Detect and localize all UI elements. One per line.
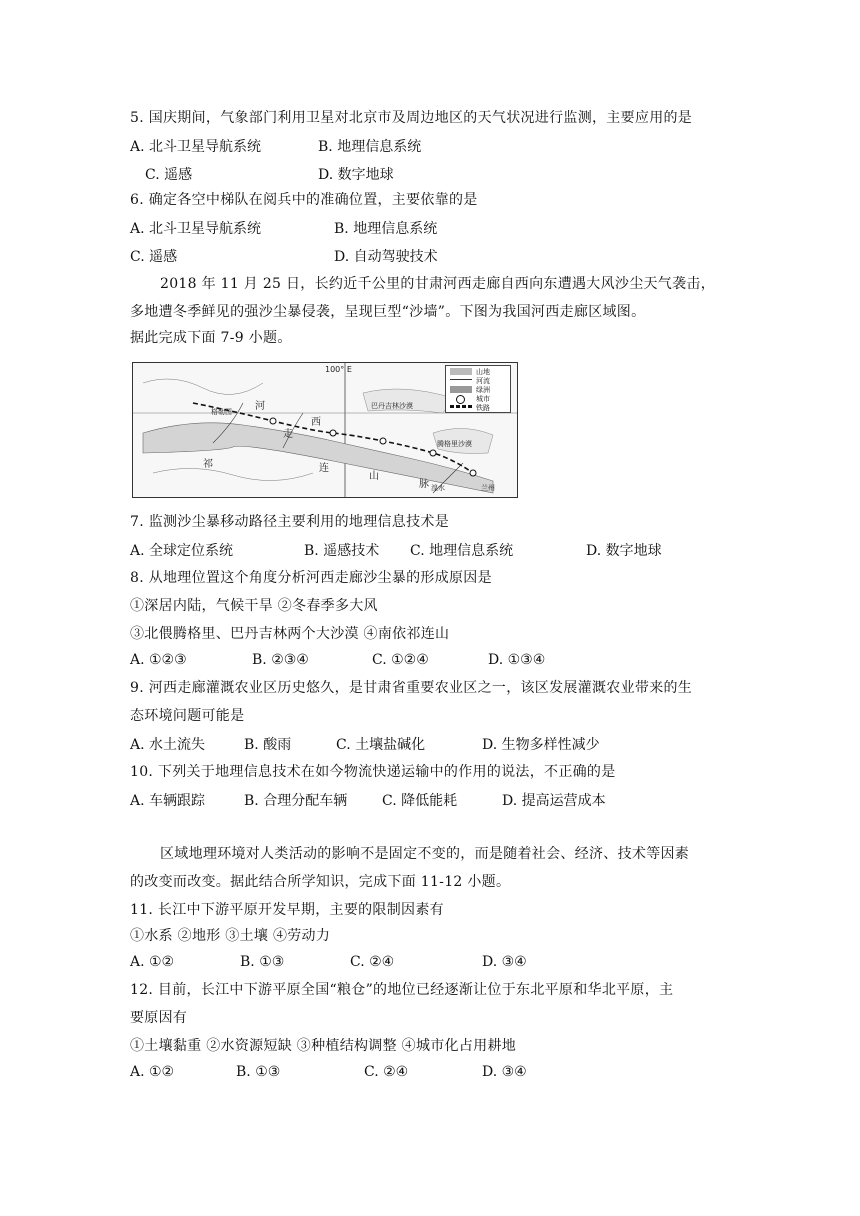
passage1-line3: 据此完成下面 7-9 小题。 [130, 330, 292, 346]
passage1-line1: 2018 年 11 月 25 日，长约近千公里的甘肃河西走廊自西向东遭遇大风沙尘天气袭击， [160, 276, 716, 292]
map-label-mountain3: 山 [369, 471, 379, 482]
q5-option-b: B. 地理信息系统 [318, 139, 422, 155]
map-legend [445, 365, 511, 413]
q7-option-b: B. 遥感技术 [304, 543, 380, 559]
q12-option-c: C. ②④ [364, 1064, 409, 1080]
q8-option-a: A. ①②③ [130, 652, 187, 668]
q10-stem: 10. 下列关于地理信息技术在如今物流快递运输中的作用的说法，不正确的是 [130, 764, 616, 780]
q12-items: ①土壤黏重 ②水资源短缺 ③种植结构调整 ④城市化占用耕地 [130, 1038, 517, 1054]
q12-stem-line2: 要原因有 [130, 1010, 188, 1026]
legend-oasis-symbol [450, 386, 472, 393]
q12-option-d: D. ③④ [482, 1064, 527, 1080]
map-meridian-label: 100° E [325, 365, 352, 374]
legend-item-city: 城市 [476, 395, 490, 403]
passage2-line2: 的改变而改变。据此结合所学知识，完成下面 11-12 小题。 [130, 874, 511, 890]
q11-option-a: A. ①② [130, 954, 175, 970]
q6-option-d: D. 自动驾驶技术 [334, 249, 438, 265]
map-label-region1: 河 [255, 401, 265, 412]
q8-option-b: B. ②③④ [252, 652, 309, 668]
map-label-mountain1: 祁 [203, 459, 213, 470]
q8-stem: 8. 从地理位置这个角度分析河西走廊沙尘暴的形成原因是 [130, 570, 492, 586]
q10-option-b: B. 合理分配车辆 [244, 793, 348, 809]
q6-option-c: C. 遥感 [130, 249, 178, 265]
q7-option-a: A. 全球定位系统 [130, 543, 234, 559]
passage2-line1: 区域地理环境对人类活动的影响不是固定不变的，而是随着社会、经济、技术等因素 [160, 846, 690, 862]
q11-option-d: D. ③④ [482, 954, 527, 970]
legend-item-river: 河流 [476, 377, 490, 385]
q5-stem: 5. 国庆期间，气象部门利用卫星对北京市及周边地区的天气状况进行监测，主要应用的是 [130, 110, 693, 126]
q7-option-d: D. 数字地球 [586, 543, 662, 559]
q5-option-c: C. 遥感 [145, 167, 193, 183]
legend-railway-symbol [450, 405, 472, 408]
q10-option-d: D. 提高运营成本 [502, 793, 606, 809]
q8-option-c: C. ①②④ [372, 652, 429, 668]
q7-option-c: C. 地理信息系统 [410, 543, 514, 559]
q11-items: ①水系 ②地形 ③土壤 ④劳动力 [130, 928, 331, 944]
q9-stem-line1: 9. 河西走廊灌溉农业区历史悠久，是甘肃省重要农业区之一，该区发展灌溉农业带来的生 [130, 680, 693, 696]
legend-item-mountain: 山地 [476, 368, 490, 376]
map-label-region2: 西 [311, 417, 321, 428]
q9-option-b: B. 酸雨 [244, 737, 292, 753]
map-label-desert1: 巴丹吉林沙漠 [371, 402, 413, 410]
legend-city-icon [456, 395, 465, 404]
q7-stem: 7. 监测沙尘暴移动路径主要利用的地理信息技术是 [130, 514, 450, 530]
legend-item-oasis: 绿洲 [476, 386, 490, 394]
map-label-desert2: 腾格里沙漠 [437, 440, 472, 448]
map-label-city: 兰州 [481, 484, 495, 492]
q6-option-b: B. 地理信息系统 [334, 221, 438, 237]
q9-option-c: C. 土壤盐碱化 [336, 737, 426, 753]
q8-option-d: D. ①③④ [488, 652, 546, 668]
q8-items-line2: ③北偎腾格里、巴丹吉林两个大沙漠 ④南依祁连山 [130, 626, 450, 642]
q5-option-a: A. 北斗卫星导航系统 [130, 139, 262, 155]
q11-option-c: C. ②④ [350, 954, 395, 970]
passage1-line2: 多地遭冬季鲜见的强沙尘暴侵袭，呈现巨型“沙墙”。下图为我国河西走廊区域图。 [130, 304, 646, 320]
q11-option-b: B. ①③ [240, 954, 285, 970]
map-label-river: 湟水 [431, 484, 445, 492]
map-label-mountain4: 脉 [419, 479, 429, 490]
q12-stem-line1: 12. 目前，长江中下游平原全国“粮仓”的地位已经逐渐让位于东北平原和华北平原，主 [130, 982, 674, 998]
hexi-corridor-map [132, 362, 518, 498]
q9-option-d: D. 生物多样性减少 [482, 737, 600, 753]
map-label-lake: 格勒图 [211, 408, 232, 416]
q8-items-line1: ①深居内陆，气候干旱 ②冬春季多大风 [130, 598, 378, 614]
q9-stem-line2: 态环境问题可能是 [130, 708, 245, 724]
q5-option-d: D. 数字地球 [318, 167, 394, 183]
legend-mountain-symbol [450, 368, 472, 375]
q12-option-a: A. ①② [130, 1064, 175, 1080]
q12-option-b: B. ①③ [236, 1064, 281, 1080]
q10-option-a: A. 车辆跟踪 [130, 793, 206, 809]
q9-option-a: A. 水土流失 [130, 737, 206, 753]
q10-option-c: C. 降低能耗 [382, 793, 458, 809]
map-label-corridor: 走 [283, 429, 293, 440]
legend-item-railway: 铁路 [476, 404, 490, 412]
q11-stem: 11. 长江中下游平原开发早期，主要的限制因素有 [130, 902, 444, 918]
q6-stem: 6. 确定各空中梯队在阅兵中的准确位置，主要依靠的是 [130, 192, 478, 208]
legend-river-symbol [450, 379, 472, 381]
q6-option-a: A. 北斗卫星导航系统 [130, 221, 262, 237]
map-label-mountain2: 连 [319, 463, 329, 474]
